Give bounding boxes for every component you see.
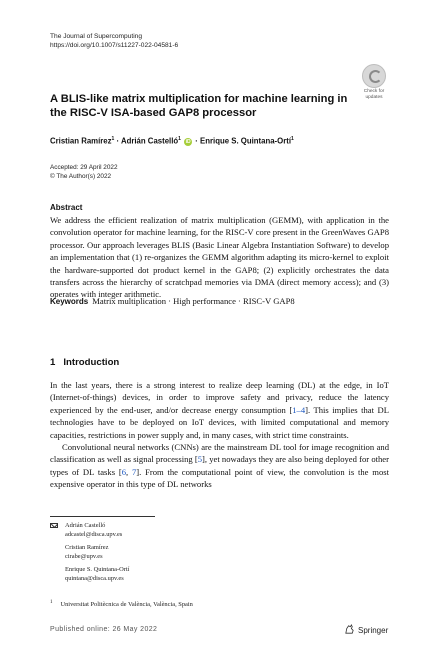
affiliation-number: 1: [50, 600, 53, 605]
paragraph: [50, 441, 389, 491]
contact-email[interactable]: adcastel@disca.upv.es: [65, 531, 123, 539]
published-online-date: Published online: 26 May 2022: [50, 626, 158, 633]
check-for-updates-badge[interactable]: [358, 64, 390, 98]
body-text: [50, 379, 389, 491]
paragraph-text: ]. From the computational point of view, the convolution is the most expensive operator in this type of DL networks: [50, 466, 390, 490]
journal-header: [50, 32, 178, 50]
affiliation-marker: 1: [178, 136, 181, 142]
contact-name: Enrique S. Quintana-Ortí: [65, 565, 130, 573]
section-number: 1: [50, 357, 56, 368]
affiliation-marker: 1: [111, 136, 115, 142]
badge-line2: updates: [365, 95, 383, 100]
keywords: [50, 296, 389, 306]
section-heading: [50, 357, 119, 368]
doi-link[interactable]: https://doi.org/10.1007/s11227-022-04581-6: [50, 42, 179, 49]
paper-title: A BLIS-like matrix multiplication for machine learning in the RISC-V ISA-based GAP8 processor: [50, 93, 348, 119]
publisher-logo[interactable]: [344, 624, 388, 635]
paragraph-text: ,: [126, 466, 132, 477]
affiliation-marker: 1: [291, 136, 294, 142]
author-name[interactable]: Enrique S. Quintana-Ortí: [200, 136, 292, 146]
contact-name: Cristian Ramírez: [65, 543, 109, 551]
citation-link[interactable]: 7: [131, 466, 137, 477]
citation-link[interactable]: 1–4: [292, 404, 306, 415]
contact-name: Adrián Castelló: [65, 522, 106, 529]
envelope-icon: [50, 523, 58, 528]
abstract-text: We address the efficient realization of matrix multiplication (GEMM), with application in the convolution operator for machine learning, for the RISC-V core present in the GreenWaves GAP8 processor. Our approach leverages BLIS (Basic Linear Algebra Instantiation Software) to develop an implementation that (1) re-organizes the GEMM algorithm adapting its micro-kernel to exploit the hardware-supported dot product kernel in the GAP8; (2) explicitly orchestrates the data transfers across the hierarchy of scratchpad memories via DMA (direct memory access); and (3) operates with integer arithmetic.: [50, 215, 389, 300]
footnote-divider: [50, 516, 155, 517]
accepted-date: Accepted: 29 April 2022: [50, 164, 118, 171]
contact-email[interactable]: quintana@disca.upv.es: [65, 575, 124, 583]
citation-link[interactable]: 6: [121, 466, 126, 477]
author-separator: ·: [114, 136, 121, 146]
abstract-heading: Abstract: [50, 203, 83, 212]
contact-entry: [50, 565, 129, 584]
refresh-icon: [362, 64, 386, 88]
contact-entry: [50, 521, 129, 540]
author-separator: ·: [193, 136, 201, 146]
keywords-list: Matrix multiplication · High performance · RISC-V GAP8: [92, 296, 295, 306]
copyright-notice: © The Author(s) 2022: [50, 173, 112, 180]
orcid-icon[interactable]: iD: [185, 138, 191, 145]
section-title: Introduction: [63, 357, 120, 368]
contact-entry: [50, 543, 129, 562]
badge-line1: Check for: [363, 89, 385, 94]
author-name[interactable]: Cristian Ramírez: [50, 136, 112, 146]
contact-email[interactable]: cirabe@upv.es: [65, 553, 103, 561]
affiliation-text: Universitat Politècnica de València, València, Spain: [60, 601, 193, 609]
author-list: [50, 136, 294, 146]
affiliation: [50, 600, 193, 608]
paragraph-text: In the last years, there is a strong interest to realize deep learning (DL) at the edge, in IoT (Internet-of-things) devices, in order to improve safety and privacy, reduce the latency experienced by the end-user, and/or decrease energy consumption [: [50, 380, 389, 415]
paragraph-text: ], yet nowadays they are also being deployed for other types of DL tasks [: [50, 454, 389, 477]
publication-dates: [50, 163, 118, 181]
paragraph-text: ]. This implies that DL technologies have to be deployed on IoT devices, with limited computational and memory capacities, restrictions in power supply and, in many cases, with strict time constraints.: [50, 404, 389, 440]
author-contacts: [50, 521, 129, 586]
springer-horse-icon: [344, 624, 355, 635]
publisher-name: Springer: [358, 626, 389, 635]
author-name[interactable]: Adrián Castelló: [120, 136, 179, 146]
journal-name: The Journal of Supercomputing: [50, 33, 143, 40]
citation-link[interactable]: 5: [197, 454, 203, 465]
paragraph-text: Convolutional neural networks (CNNs) are the mainstream DL tool for image recognition and classification as well as signal processing [: [50, 442, 389, 465]
paragraph: [50, 379, 389, 441]
keywords-label: Keywords: [50, 297, 89, 306]
